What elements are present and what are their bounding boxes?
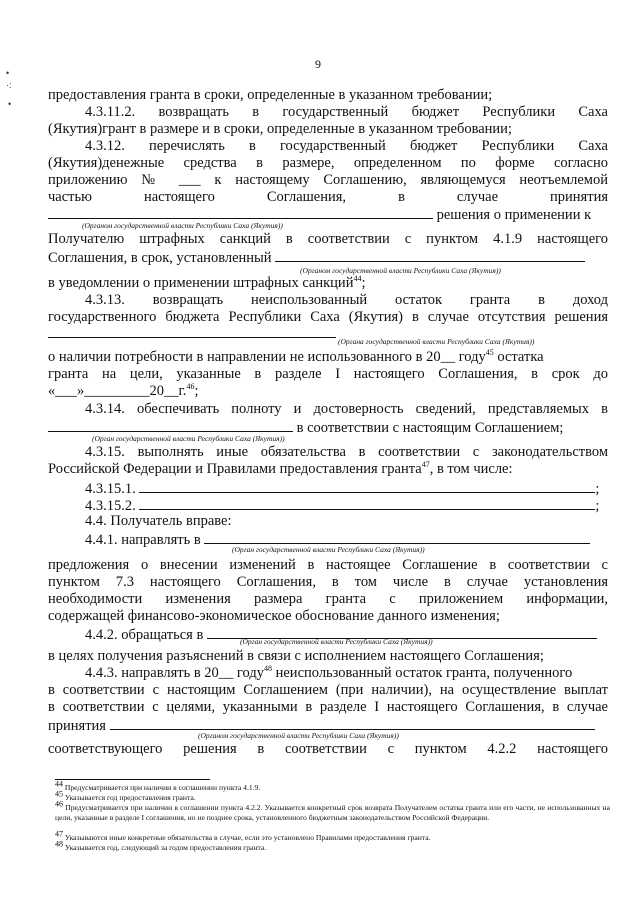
footnote: $^{46}$ Предусматривается при наличии в соглашении пункта 4.2.2. Указывается конкретный срок возврата Получателем остатка гранта или его части, не использованных на цели, указанные в разделе I соглашения, но не позднее срока, установленного бюджетным законодательством Российской Федерации. [55, 799, 610, 822]
text-line: предоставления гранта в сроки, определенные в указанном требовании; [48, 87, 493, 103]
footnote: $^{45}$ Указывается год предоставления гранта. [55, 789, 196, 802]
text-fragment: ; [194, 383, 199, 399]
text-fragment: ; [595, 481, 600, 497]
blank-line [139, 479, 595, 493]
text-line: необходимости изменения размера гранта с приложением информации, [48, 591, 608, 607]
text-line: соответствующего решения в соответствии с пунктом 4.2.2 настоящего [48, 741, 608, 757]
text-fragment: неиспользованный остаток гранта, полученного [271, 665, 573, 681]
text-line: содержащей финансово-экономическое обоснование данного изменения; [48, 608, 500, 624]
text-fragment: Соглашения, в срок, установленный [48, 250, 272, 266]
text-fragment: остатка [493, 349, 544, 365]
text-line [48, 349, 608, 366]
field-caption: (Органом государственной власти Республики Саха (Якутия)) [198, 731, 399, 740]
text-fragment: решения о применении к [436, 207, 592, 223]
text-line: 4.3.13. возвращать неиспользованный остаток гранта в доход [85, 292, 608, 308]
text-line: государственного бюджета Республики Саха (Якутия) в случае отсутствия решения [48, 309, 608, 325]
text-fragment: Российской Федерации и Правилами предоставления гранта [48, 461, 422, 477]
blank-line [48, 418, 293, 432]
text-fragment: «___»_________20__г. [48, 383, 187, 399]
text-fragment: принятия [48, 718, 106, 734]
text-fragment: ; [595, 498, 600, 514]
text-fragment: в уведомлении о применении штрафных санкций [48, 275, 354, 291]
footnote-ref: 45 [485, 348, 494, 358]
text-line: (Якутия)грант в размере и в сроки, определенные в указанном требовании; [48, 121, 512, 137]
text-fragment: 4.3.15.1. [85, 481, 136, 497]
text-line: в соответствии с целями, указанными в разделе I настоящего Соглашения, в случае [48, 699, 608, 715]
text-fragment: 4.3.15.2. [85, 498, 136, 514]
text-fragment: , в том числе: [429, 461, 513, 477]
text-line [48, 383, 198, 400]
text-fragment: 4.4.1. направлять в [85, 532, 201, 548]
field-caption: (Органа государственной власти Республики Саха (Якутия)) [338, 337, 535, 346]
blank-line [204, 530, 590, 544]
field-caption: (Органом государственной власти Республики Саха (Якутия)) [300, 266, 501, 275]
text-line: 4.3.12. перечислять в государственный бюджет Республики Саха [85, 138, 608, 154]
text-line: 4.3.15. выполнять иные обязательства в соответствии с законодательством [85, 444, 608, 460]
margin-mark: ·: [6, 80, 12, 90]
blank-line [275, 248, 585, 262]
page-number: 9 [315, 57, 321, 71]
blank-line [139, 496, 595, 510]
text-line [85, 665, 572, 682]
text-line: гранта на цели, указанные в разделе I настоящего Соглашения, в срок до [48, 366, 608, 382]
section-heading: 4.4. Получатель вправе: [85, 513, 232, 529]
blank-line [48, 205, 433, 219]
text-line [48, 324, 336, 343]
text-line [48, 248, 585, 267]
footnote-ref: 46 [186, 382, 195, 392]
field-caption: (Орган государственной власти Республики Саха (Якутия)) [92, 434, 285, 443]
text-line: 4.3.11.2. возвращать в государственный бюджет Республики Саха [85, 104, 608, 120]
text-fragment: в соответствии с настоящим Соглашением; [296, 420, 564, 436]
footnote-ref: 48 [263, 664, 272, 674]
footnote: $^{48}$ Указывается год, следующий за годом предоставления гранта. [55, 839, 267, 852]
text-fragment: о наличии потребности в направлении не использованного в 20__ году [48, 349, 486, 365]
text-fragment: 4.4.2. обращаться в [85, 627, 204, 643]
text-line: частью настоящего Соглашения, в случае принятия [48, 189, 608, 205]
text-line: пунктом 7.3 настоящего Соглашения, в том числе в случае установления [48, 574, 608, 590]
text-line: приложению № ___ к настоящему Соглашению, являющемуся неотъемлемой [48, 172, 608, 188]
footnote-separator [55, 779, 210, 780]
text-line: в целях получения разъяснений в связи с исполнением настоящего Соглашения; [48, 648, 544, 664]
text-line: 4.3.14. обеспечивать полноту и достоверность сведений, представляемых в [85, 401, 608, 417]
text-fragment: 4.4.3. направлять в 20__ году [85, 665, 264, 681]
text-line: Получателю штрафных санкций в соответствии с пунктом 4.1.9 настоящего [48, 231, 608, 247]
text-fragment: ; [361, 275, 366, 291]
text-line [48, 461, 513, 478]
blank-line [110, 716, 595, 730]
footnote: $^{47}$ Указываются иные конкретные обязательства в случае, если это установлено Правилами предоставления гранта. [55, 829, 431, 842]
footnote-ref: 47 [421, 460, 430, 470]
text-line: в соответствии с настоящим Соглашением (при наличии), на осуществление выплат [48, 682, 608, 698]
field-caption: (Органом государственной власти Республики Саха (Якутия)) [82, 221, 283, 230]
footnote-ref: 44 [353, 274, 362, 284]
footnote: $^{44}$ Предусматривается при наличии в соглашении пункта 4.1.9. [55, 779, 261, 792]
text-line [48, 275, 366, 292]
text-line: предложения о внесении изменений в настоящее Соглашение в соответствии с [48, 557, 608, 573]
blank-line [48, 324, 336, 338]
field-caption: (Орган государственной власти Республики Саха (Якутия)) [232, 545, 425, 554]
text-line: (Якутия)денежные средства в размере, определенном по форме согласно [48, 155, 608, 171]
field-caption: (Орган государственной власти Республики Саха (Якутия)) [240, 637, 433, 646]
margin-mark: • [8, 99, 12, 109]
margin-mark: • [6, 68, 10, 78]
